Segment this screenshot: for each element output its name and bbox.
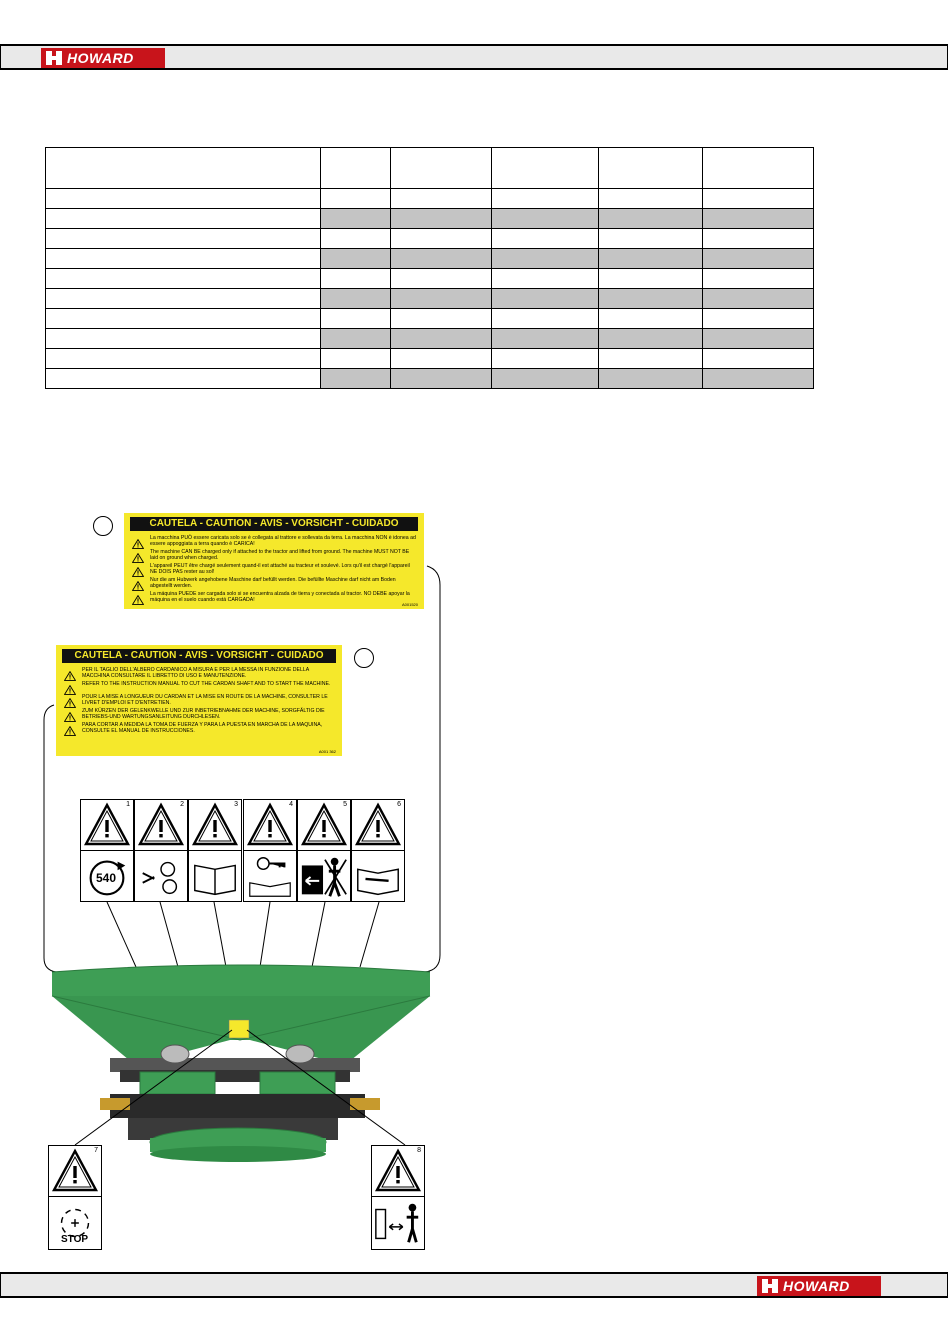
warning-triangle-icon <box>352 800 404 850</box>
decal-warning-text: ZUM KÜRZEN DER GELENKWELLE UND ZUR INBETRIEBNAHME DER MACHINE, SORGFÄLTIG DIE BETRIEBS-UND WARTUNGSANLEITUNG DURCHLESEN. <box>82 708 325 720</box>
key-removal-icon <box>244 851 296 903</box>
decal-code: A001520 <box>401 602 418 607</box>
pictogram-number: 3 <box>234 801 238 808</box>
maintenance-manual-icon <box>352 851 404 903</box>
entanglement-icon <box>135 851 187 903</box>
pictogram-label: STOP <box>61 1234 89 1245</box>
warning-triangle-icon <box>244 800 296 850</box>
warning-triangle-icon <box>298 800 350 850</box>
page-footer <box>0 1272 948 1298</box>
pictogram-6 <box>351 799 405 902</box>
pictogram-number: 7 <box>94 1147 98 1154</box>
fertilizer-spreader-illustration <box>52 965 430 1162</box>
decal-warning-text: La macchina PUÒ essere caricata solo se è collegata al trattore e sollevata da terra. La macchina NON è idonea ad essere appoggiata a terra quando è CARICA! <box>150 535 416 547</box>
pictogram-7 <box>48 1145 102 1250</box>
bracket-right <box>425 566 440 972</box>
no-riding-icon <box>298 851 350 903</box>
decal-warning-text: La máquina PUEDE ser cargada solo si se encuentra alzada de tierra y conectada al tractor. NO DEBE apoyar la máquina en el suelo cuando está CARGADA! <box>150 591 410 603</box>
pictogram-1 <box>80 799 134 902</box>
pictogram-3 <box>188 799 242 902</box>
pictogram-number: 6 <box>397 801 401 808</box>
decal-code: A001 362 <box>318 749 336 754</box>
howard-logo <box>757 1276 881 1296</box>
bracket-left <box>44 705 56 972</box>
decal-warning-text: PER IL TAGLIO DELL'ALBERO CARDANICO A MISURA E PER LA MESSA IN FUNZIONE DELLA MACCHINA CONSULTARE IL LIBRETTO DI USO E MANUTENZIONE. <box>82 667 309 679</box>
warning-triangle-icon <box>81 800 133 850</box>
pictogram-number: 1 <box>126 801 130 808</box>
decal-warning-text: REFER TO THE INSTRUCTION MANUAL TO CUT THE CARDAN SHAFT AND TO START THE MACHINE. <box>82 681 331 687</box>
pictogram-5 <box>297 799 351 902</box>
warning-triangle-icon <box>372 1146 424 1196</box>
pictogram-number: 2 <box>180 801 184 808</box>
howard-emblem-icon <box>761 1278 779 1294</box>
decal-warning-text: L'appareil PEUT être chargé seulement quand-il est attaché au tracteur et soulevé. Lors qu'il est chargé l'appareil NE DOIS PAS rester au sol! <box>150 563 410 575</box>
warning-triangle-icon <box>49 1146 101 1196</box>
manual-icon <box>189 851 241 903</box>
warning-triangle-icon <box>189 800 241 850</box>
brand-text: HOWARD <box>783 1278 850 1294</box>
decal-warning-text: POUR LA MISE A LONGUEUR DU CARDAN ET LA MISE EN ROUTE DE LA MACHINE, CONSULTER LE LIVRET D'EMPLOI ET D'ENTRETIEN. <box>82 694 328 706</box>
pictogram-number: 8 <box>417 1147 421 1154</box>
decal-warning-text: The machine CAN BE charged only if attached to the tractor and lifted from ground. The machine MUST NOT BE laid on ground when charged. <box>150 549 410 561</box>
decal-title: CAUTELA - CAUTION - AVIS - VORSICHT - CUIDADO <box>62 649 336 663</box>
thrown-objects-distance-icon <box>372 1197 424 1249</box>
warning-triangle-icon <box>135 800 187 850</box>
pictogram-number: 5 <box>343 801 347 808</box>
decal-warning-text: PARA CORTAR A MEDIDA LA TOMA DE FUERZA Y PARA LA PUESTA EN MARCHA DE LA MAQUINA, CONSULTE EL MANUAL DE INSTRUCCIONES. <box>82 722 323 734</box>
brand-text: HOWARD <box>67 50 134 66</box>
pictogram-number: 4 <box>289 801 293 808</box>
pictogram-8 <box>371 1145 425 1250</box>
decal-title: CAUTELA - CAUTION - AVIS - VORSICHT - CUIDADO <box>130 517 418 531</box>
decal-warning-text: Nur die am Hubwerk angehobene Maschine darf befüllt werden. Die befüllte Maschine darf nicht am Boden abgestellt werden. <box>150 577 396 589</box>
pictogram-label: 540 <box>96 871 117 885</box>
pictogram-2 <box>134 799 188 902</box>
pictogram-4 <box>243 799 297 902</box>
